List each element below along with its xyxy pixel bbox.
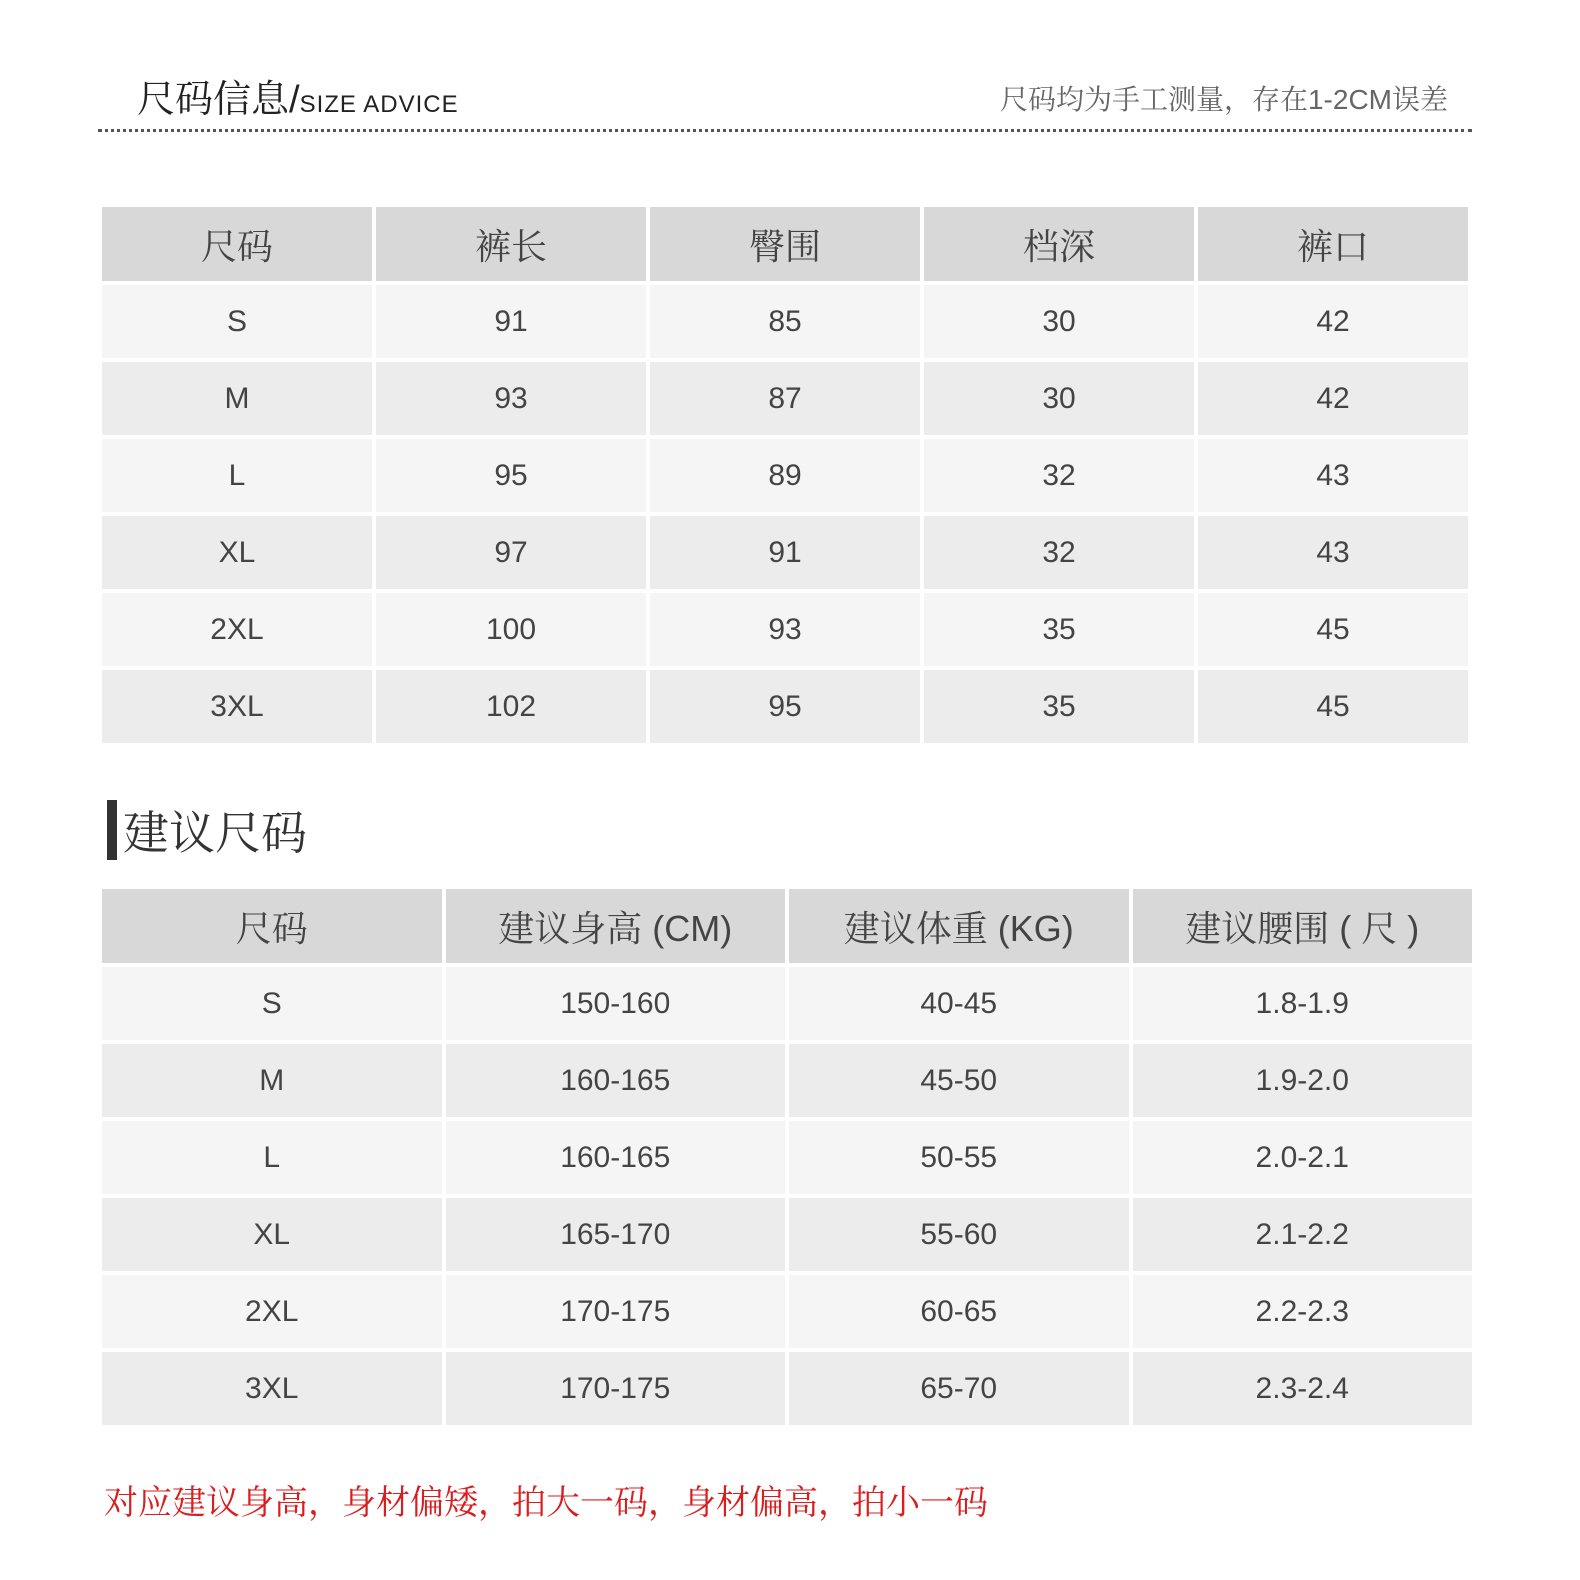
cell: 97	[376, 516, 646, 589]
col-leg-opening: 裤口	[1198, 207, 1468, 281]
cell: 150-160	[446, 967, 786, 1040]
fit-advice-note: 对应建议身高，身材偏矮，拍大一码，身材偏高，拍小一码	[104, 1484, 988, 1522]
cell: 3XL	[102, 1352, 442, 1425]
col-waist: 建议腰围 ( 尺 )	[1133, 889, 1473, 963]
table-row	[102, 670, 1468, 743]
page-title-en: SIZE ADVICE	[299, 91, 459, 118]
cell: 95	[650, 670, 920, 743]
cell: M	[102, 1044, 442, 1117]
cell: 2XL	[102, 593, 372, 666]
col-hip: 臀围	[650, 207, 920, 281]
cell: 35	[924, 593, 1194, 666]
table-row	[102, 1352, 1472, 1425]
cell: 91	[650, 516, 920, 589]
cell: 1.9-2.0	[1133, 1044, 1473, 1117]
cell: 32	[924, 516, 1194, 589]
cell: 32	[924, 439, 1194, 512]
cell: 87	[650, 362, 920, 435]
table-row	[102, 285, 1468, 358]
cell: 170-175	[446, 1352, 786, 1425]
cell: 50-55	[789, 1121, 1129, 1194]
size-table	[98, 203, 1472, 747]
col-weight: 建议体重 (KG)	[789, 889, 1129, 963]
cell: 55-60	[789, 1198, 1129, 1271]
cell: 160-165	[446, 1044, 786, 1117]
table-row	[102, 1044, 1472, 1117]
cell: 42	[1198, 362, 1468, 435]
cell: XL	[102, 1198, 442, 1271]
table-row	[102, 967, 1472, 1040]
page-title-cn: 尺码信息/	[137, 79, 300, 121]
advice-section-heading	[107, 800, 307, 860]
cell: S	[102, 967, 442, 1040]
cell: 35	[924, 670, 1194, 743]
cell: 42	[1198, 285, 1468, 358]
cell: 165-170	[446, 1198, 786, 1271]
cell: L	[102, 439, 372, 512]
cell: 45	[1198, 670, 1468, 743]
cell: 30	[924, 285, 1194, 358]
cell: XL	[102, 516, 372, 589]
col-pant-length: 裤长	[376, 207, 646, 281]
col-height: 建议身高 (CM)	[446, 889, 786, 963]
cell: 40-45	[789, 967, 1129, 1040]
table-row	[102, 439, 1468, 512]
cell: 2.1-2.2	[1133, 1198, 1473, 1271]
dotted-divider	[98, 129, 1472, 132]
cell: 3XL	[102, 670, 372, 743]
cell: 2.0-2.1	[1133, 1121, 1473, 1194]
table-row	[102, 516, 1468, 589]
cell: 2.2-2.3	[1133, 1275, 1473, 1348]
cell: 60-65	[789, 1275, 1129, 1348]
cell: 43	[1198, 439, 1468, 512]
cell: L	[102, 1121, 442, 1194]
cell: 65-70	[789, 1352, 1129, 1425]
cell: 100	[376, 593, 646, 666]
table-row	[102, 362, 1468, 435]
cell: 93	[650, 593, 920, 666]
cell: 170-175	[446, 1275, 786, 1348]
cell: 43	[1198, 516, 1468, 589]
table-row	[102, 1198, 1472, 1271]
table-row	[102, 1275, 1472, 1348]
cell: 2XL	[102, 1275, 442, 1348]
size-table-header	[102, 207, 1468, 281]
measurement-note: 尺码均为手工测量，存在1-2CM误差	[999, 84, 1448, 115]
cell: 1.8-1.9	[1133, 967, 1473, 1040]
cell: 30	[924, 362, 1194, 435]
table-row	[102, 1121, 1472, 1194]
cell: S	[102, 285, 372, 358]
table-row	[102, 593, 1468, 666]
cell: 89	[650, 439, 920, 512]
advice-section-title: 建议尺码	[123, 807, 307, 859]
col-size: 尺码	[102, 889, 442, 963]
cell: 85	[650, 285, 920, 358]
cell: 160-165	[446, 1121, 786, 1194]
cell: M	[102, 362, 372, 435]
col-rise: 档深	[924, 207, 1194, 281]
advice-table-header	[102, 889, 1472, 963]
cell: 91	[376, 285, 646, 358]
col-size: 尺码	[102, 207, 372, 281]
cell: 2.3-2.4	[1133, 1352, 1473, 1425]
cell: 45	[1198, 593, 1468, 666]
page-title	[137, 68, 459, 123]
heading-accent-bar	[107, 800, 117, 860]
advice-table	[98, 885, 1476, 1429]
cell: 102	[376, 670, 646, 743]
cell: 95	[376, 439, 646, 512]
cell: 45-50	[789, 1044, 1129, 1117]
cell: 93	[376, 362, 646, 435]
